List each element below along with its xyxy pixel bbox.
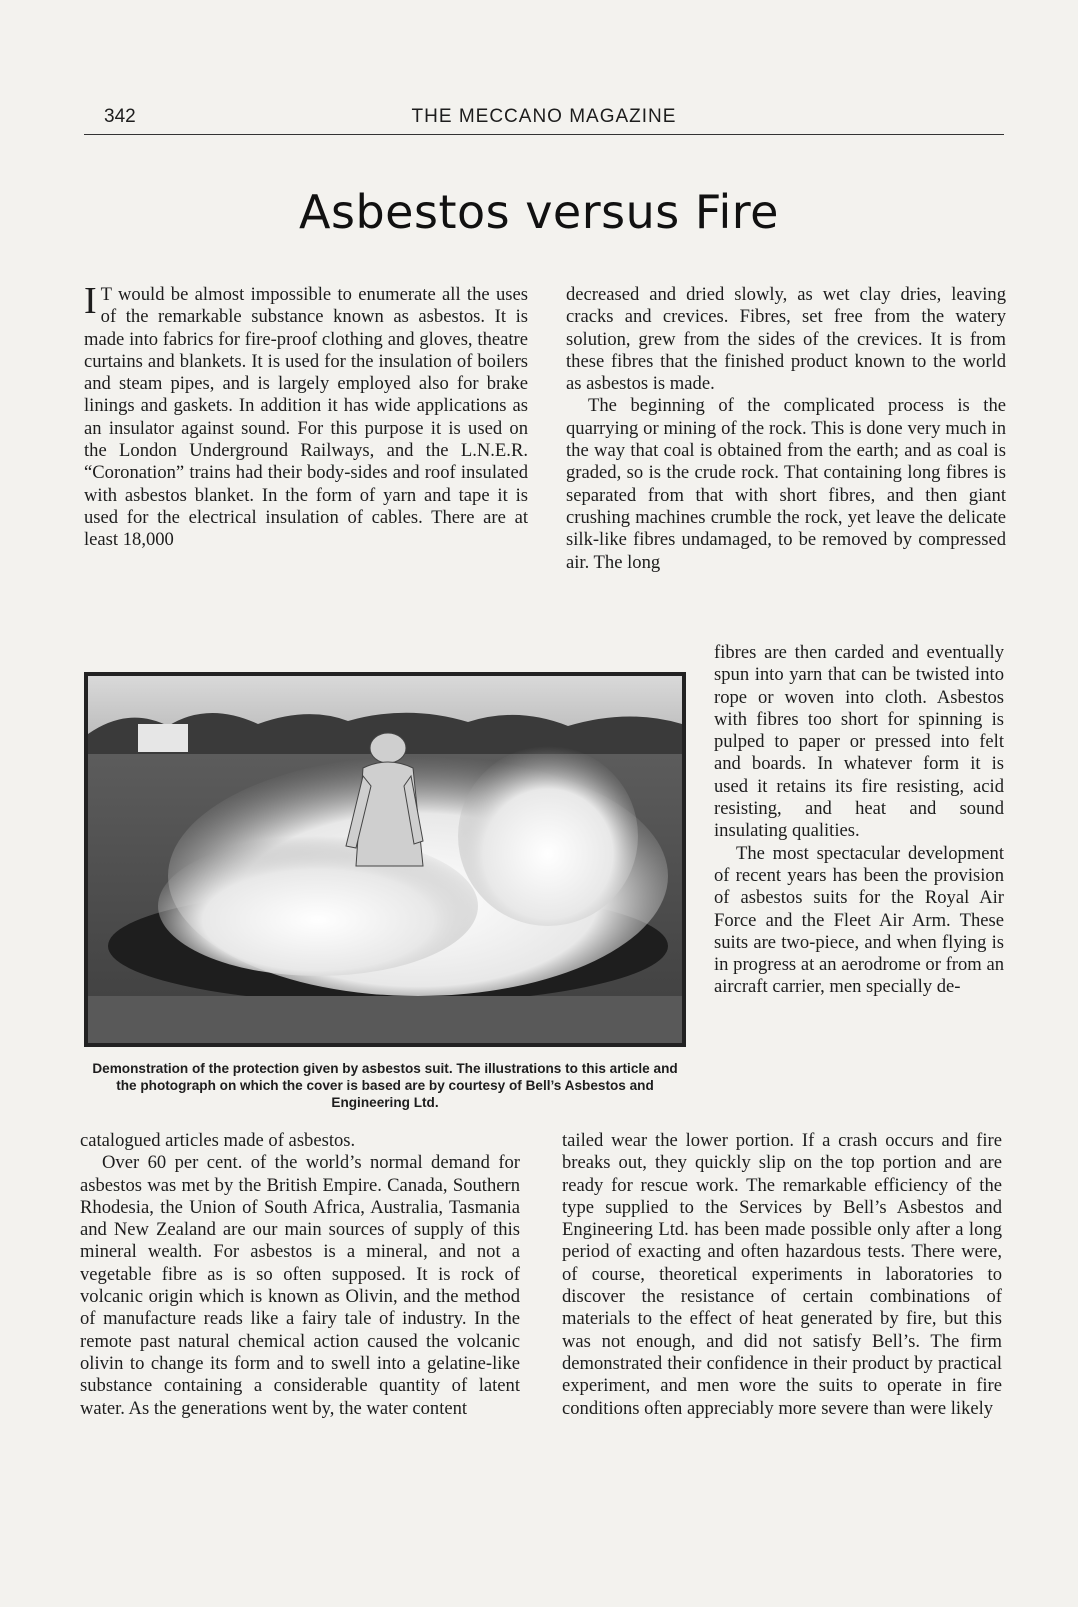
- right-column-top: [566, 284, 1006, 574]
- fire-scene-illustration: [88, 676, 682, 1043]
- paragraph-supply: Over 60 per cent. of the world’s normal demand for asbestos was met by the British Empire. Canada, Southern Rhodesia, the Union of South Africa, Australia, Tasmania and New Zealand are our main sources of supply of this mineral wealth. For asbestos is a mineral, and not a vegetable fibre as is so often supposed. It is rock of volcanic origin which is known as Olivin, and the method of manufacture reads like a fairy tale of industry. In the remote past natural chemical action caused the volcanic olivin to change its form and to swell into a gelatine-like substance containing a considerable quantity of latent water. As the generations went by, the water content: [80, 1152, 520, 1419]
- page-header: [84, 104, 1004, 135]
- paragraph-catalogued: catalogued articles made of asbestos.: [80, 1130, 356, 1151]
- article-title: Asbestos versus Fire: [299, 185, 779, 239]
- paragraph-suits: The most spectacular development of recent years has been the provision of asbestos suits for the Royal Air Force and the Fleet Air Arm. These suits are two-piece, and when flying is in progress at an aerodrome or from an aircraft carrier, men specially de-: [714, 842, 1004, 998]
- paragraph-spinning: fibres are then carded and eventually spun into yarn that can be twisted into rope or woven into cloth. Asbestos with fibres too short for spinning is pulped to paper or pressed into felt and boards. In whatever form it is used it retains its fire resisting, acid resisting, and heat and sound insulating qualities.: [714, 642, 1004, 842]
- paragraph-rescue: tailed wear the lower portion. If a crash occurs and fire breaks out, they quickly slip on the top portion and are ready for rescue work. The remarkable efficiency of the type supplied to the Services by Bell’s Asbestos and Engineering Ltd. has been made possible only after a long period of exacting and often hazardous tests. There were, of course, theoretical experiments in laboratories to discover the resistance of certain combinations of materials to the effect of heat generated by fire, but this was not enough, and did not satisfy Bell’s. The firm demonstrated their confidence in their product by practical experiment, and men wore the suits to operate in fire conditions often appreciably more severe than were likely: [562, 1130, 1002, 1419]
- left-column-bottom: [80, 1130, 520, 1420]
- narrow-column: [714, 642, 1004, 999]
- left-column-top: [84, 280, 528, 552]
- page-number: 342: [104, 106, 136, 127]
- paragraph-fibres: decreased and dried slowly, as wet clay dries, leaving cracks and crevices. Fibres, set free from the watery solution, grew from the sides of the crevices. It is from these fibres that the finished product known to the world as asbestos is made.: [566, 284, 1006, 395]
- drop-cap: I: [84, 280, 97, 322]
- photo-caption: Demonstration of the protection given by asbestos suit. The illustrations to this article and the photograph on which the cover is based are by courtesy of Bell’s Asbestos and Engineering Ltd.: [92, 1061, 678, 1110]
- demonstration-photo: [84, 672, 686, 1047]
- paragraph-process: The beginning of the complicated process is the quarrying or mining of the rock. This is done very much in the way that coal is obtained from the earth; and as coal is graded, so is the crude rock. That containing long fibres is separated from that with short fibres, and then giant crushing machines crumble the rock, yet leave the delicate silk-like fibres undamaged, to be removed by compressed air. The long: [566, 395, 1006, 573]
- magazine-name: THE MECCANO MAGAZINE: [411, 106, 677, 127]
- right-column-bottom: [562, 1130, 1002, 1420]
- intro-paragraph: T would be almost impossible to enumerate all the uses of the remarkable substance known as asbestos. It is made into fabrics for fire-proof clothing and gloves, theatre curtains and blankets. It is used for the insulation of boilers and steam pipes, and is largely employed also for brake linings and gaskets. In addition it has wide applications as an insulator against sound. For this purpose it is used on the London Underground Railways, and the L.N.E.R. “Coronation” trains had their body-sides and roof insulated with asbestos blanket. In the form of yarn and tape it is used for the electrical insulation of cables. There are at least 18,000: [84, 284, 528, 551]
